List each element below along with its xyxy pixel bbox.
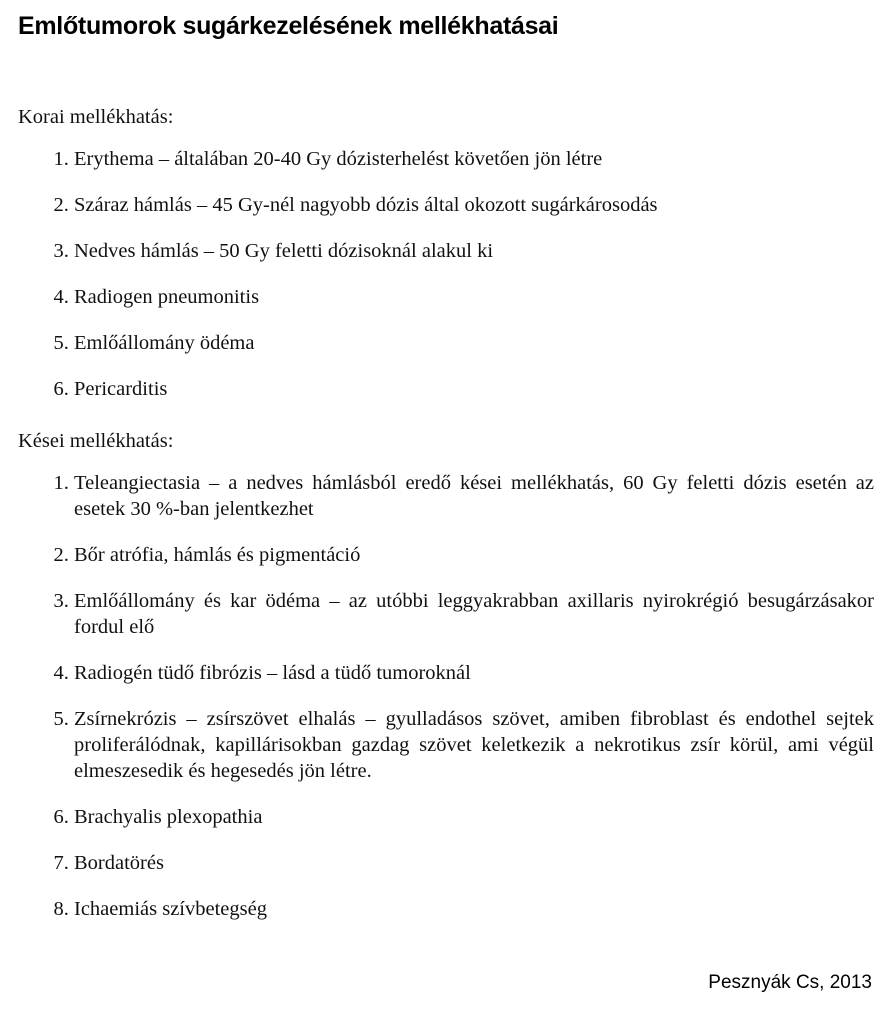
item-number: 5. [53,332,69,354]
section-early-side-effects [18,104,874,402]
document-body [18,104,874,948]
section-heading: Korai mellékhatás: [18,106,174,128]
item-text: Emlőállomány és kar ödéma – az utóbbi leggyakrabban axillaris nyirokrégió besugárzásakor fordul elő [74,590,874,638]
list-item [18,192,874,218]
item-text: Száraz hámlás – 45 Gy-nél nagyobb dózis által okozott sugárkárosodás [74,194,658,216]
section-late-side-effects [18,428,874,922]
item-number: 3. [53,240,69,262]
early-side-effects-list [18,146,874,402]
item-text: Zsírnekrózis – zsírszövet elhalás – gyulladásos szövet, amiben fibroblast és endothel sejtek proliferálódnak, kapillárisokban gazdag szövet keletkezik a nekrotikus zsír körül, ami végül elmeszesedik és hegesedés jön létre. [74,708,874,782]
item-number: 4. [53,286,69,308]
list-item [18,284,874,310]
section-heading: Kései mellékhatás: [18,430,174,452]
item-number: 4. [53,662,69,684]
list-item [18,146,874,172]
list-item [18,330,874,356]
item-text: Teleangiectasia – a nedves hámlásból eredő kései mellékhatás, 60 Gy feletti dózis esetén az esetek 30 %-ban jelentkezhet [74,472,874,520]
item-number: 2. [53,544,69,566]
item-number: 3. [53,590,69,612]
item-text: Radiogen pneumonitis [74,286,260,308]
page-title: Emlőtumorok sugárkezelésének mellékhatásai [18,12,559,40]
item-text: Emlőállomány ödéma [74,332,255,354]
item-number: 7. [53,852,69,874]
item-text: Ichaemiás szívbetegség [74,898,267,920]
item-text: Bőr atrófia, hámlás és pigmentáció [74,544,361,566]
item-text: Brachyalis plexopathia [74,806,263,828]
item-number: 2. [53,194,69,216]
list-item [18,588,874,640]
item-number: 8. [53,898,69,920]
list-item [18,850,874,876]
list-item [18,706,874,784]
list-item [18,238,874,264]
citation: Pesznyák Cs, 2013 [708,972,872,993]
item-number: 6. [53,378,69,400]
list-item [18,470,874,522]
item-text: Nedves hámlás – 50 Gy feletti dózisoknál alakul ki [74,240,494,262]
item-number: 1. [53,148,69,170]
list-item [18,542,874,568]
item-text: Bordatörés [74,852,164,874]
list-item [18,804,874,830]
item-number: 5. [53,708,69,730]
item-text: Pericarditis [74,378,168,400]
list-item [18,660,874,686]
late-side-effects-list [18,470,874,922]
item-text: Radiogén tüdő fibrózis – lásd a tüdő tumoroknál [74,662,471,684]
item-number: 1. [53,472,69,494]
list-item [18,896,874,922]
item-text: Erythema – általában 20-40 Gy dózisterhelést követően jön létre [74,148,603,170]
item-number: 6. [53,806,69,828]
list-item [18,376,874,402]
